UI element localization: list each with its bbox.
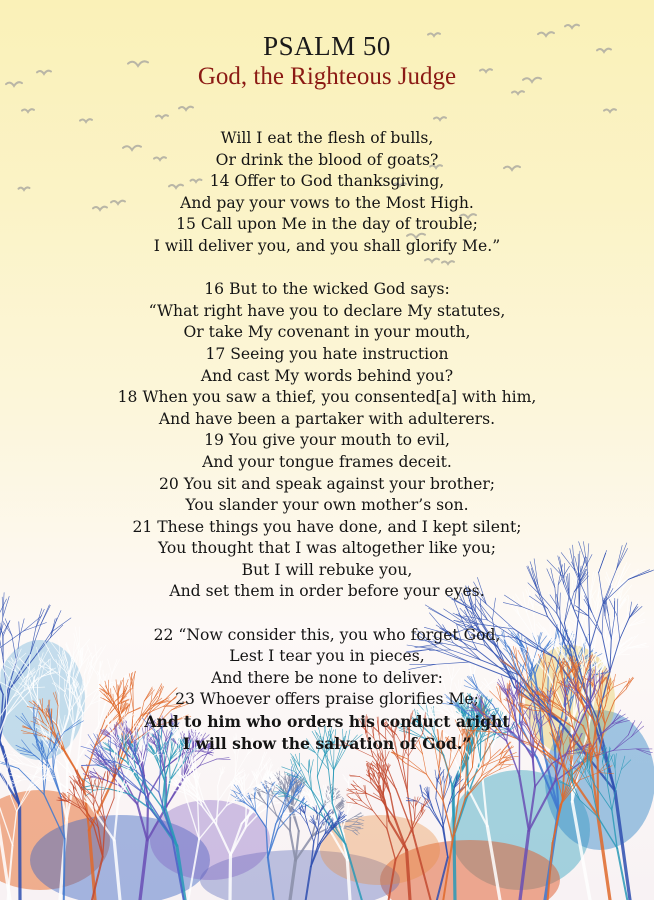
verse-line: 18 When you saw a thief, you consented[a] with him,: [117, 388, 537, 407]
stanza-gap: [0, 258, 654, 280]
verse-line: And have been a partaker with adulterers.: [158, 409, 496, 428]
bird-icon: [434, 117, 446, 120]
verse-line: 15 Call upon Me in the day of trouble;: [176, 215, 478, 234]
verse-line: And set them in order before your eyes.: [169, 582, 485, 601]
bird-icon: [604, 109, 616, 112]
verse-line: 21 These things you have done, and I kept silent;: [132, 517, 522, 536]
verse-line: Lest I tear you in pieces,: [229, 647, 425, 666]
verse-line: 16 But to the wicked God says:: [204, 280, 450, 299]
verse-line: Or take My covenant in your mouth,: [183, 323, 471, 342]
verse-line-bold: I will show the salvation of God.”: [182, 733, 472, 753]
verse-line: And cast My words behind you?: [200, 366, 454, 385]
stanza-2: [0, 279, 654, 603]
verse-line-bold: And to him who orders his conduct aright: [144, 712, 510, 732]
verse-line: And your tongue frames deceit.: [202, 452, 452, 471]
stanza-gap: [0, 603, 654, 625]
bird-icon: [22, 109, 34, 112]
verse-line: You slander your own mother’s son.: [185, 496, 469, 515]
page-subtitle: God, the Righteous Judge: [197, 63, 457, 90]
verse-line: But I will rebuke you,: [241, 560, 413, 579]
verse-line: “What right have you to declare My statutes,: [148, 301, 506, 320]
page-title: PSALM 50: [263, 31, 391, 61]
psalm-text: [0, 128, 654, 754]
verse-line: 17 Seeing you hate instruction: [205, 344, 449, 363]
stanza-3: [0, 625, 654, 755]
verse-line: And there be none to deliver:: [211, 668, 443, 687]
verse-line: You thought that I was altogether like you;: [157, 539, 497, 558]
bird-icon: [156, 115, 168, 118]
verse-line: I will deliver you, and you shall glorify Me.”: [153, 236, 501, 255]
verse-line: Or drink the blood of goats?: [215, 150, 439, 169]
bird-icon: [80, 119, 92, 122]
verse-line: 19 You give your mouth to evil,: [204, 431, 450, 450]
stanza-1: [0, 128, 654, 258]
verse-line: And pay your vows to the Most High.: [180, 193, 474, 212]
title-block: [0, 30, 654, 92]
verse-line: 14 Offer to God thanksgiving,: [209, 172, 445, 191]
verse-line: 23 Whoever offers praise glorifies Me;: [175, 690, 479, 709]
verse-line: 22 “Now consider this, you who forget God,: [153, 625, 501, 644]
verse-line: 20 You sit and speak against your brother;: [158, 474, 496, 493]
bird-icon: [179, 107, 193, 110]
bird-icon: [565, 25, 579, 28]
verse-line: Will I eat the flesh of bulls,: [220, 129, 434, 147]
